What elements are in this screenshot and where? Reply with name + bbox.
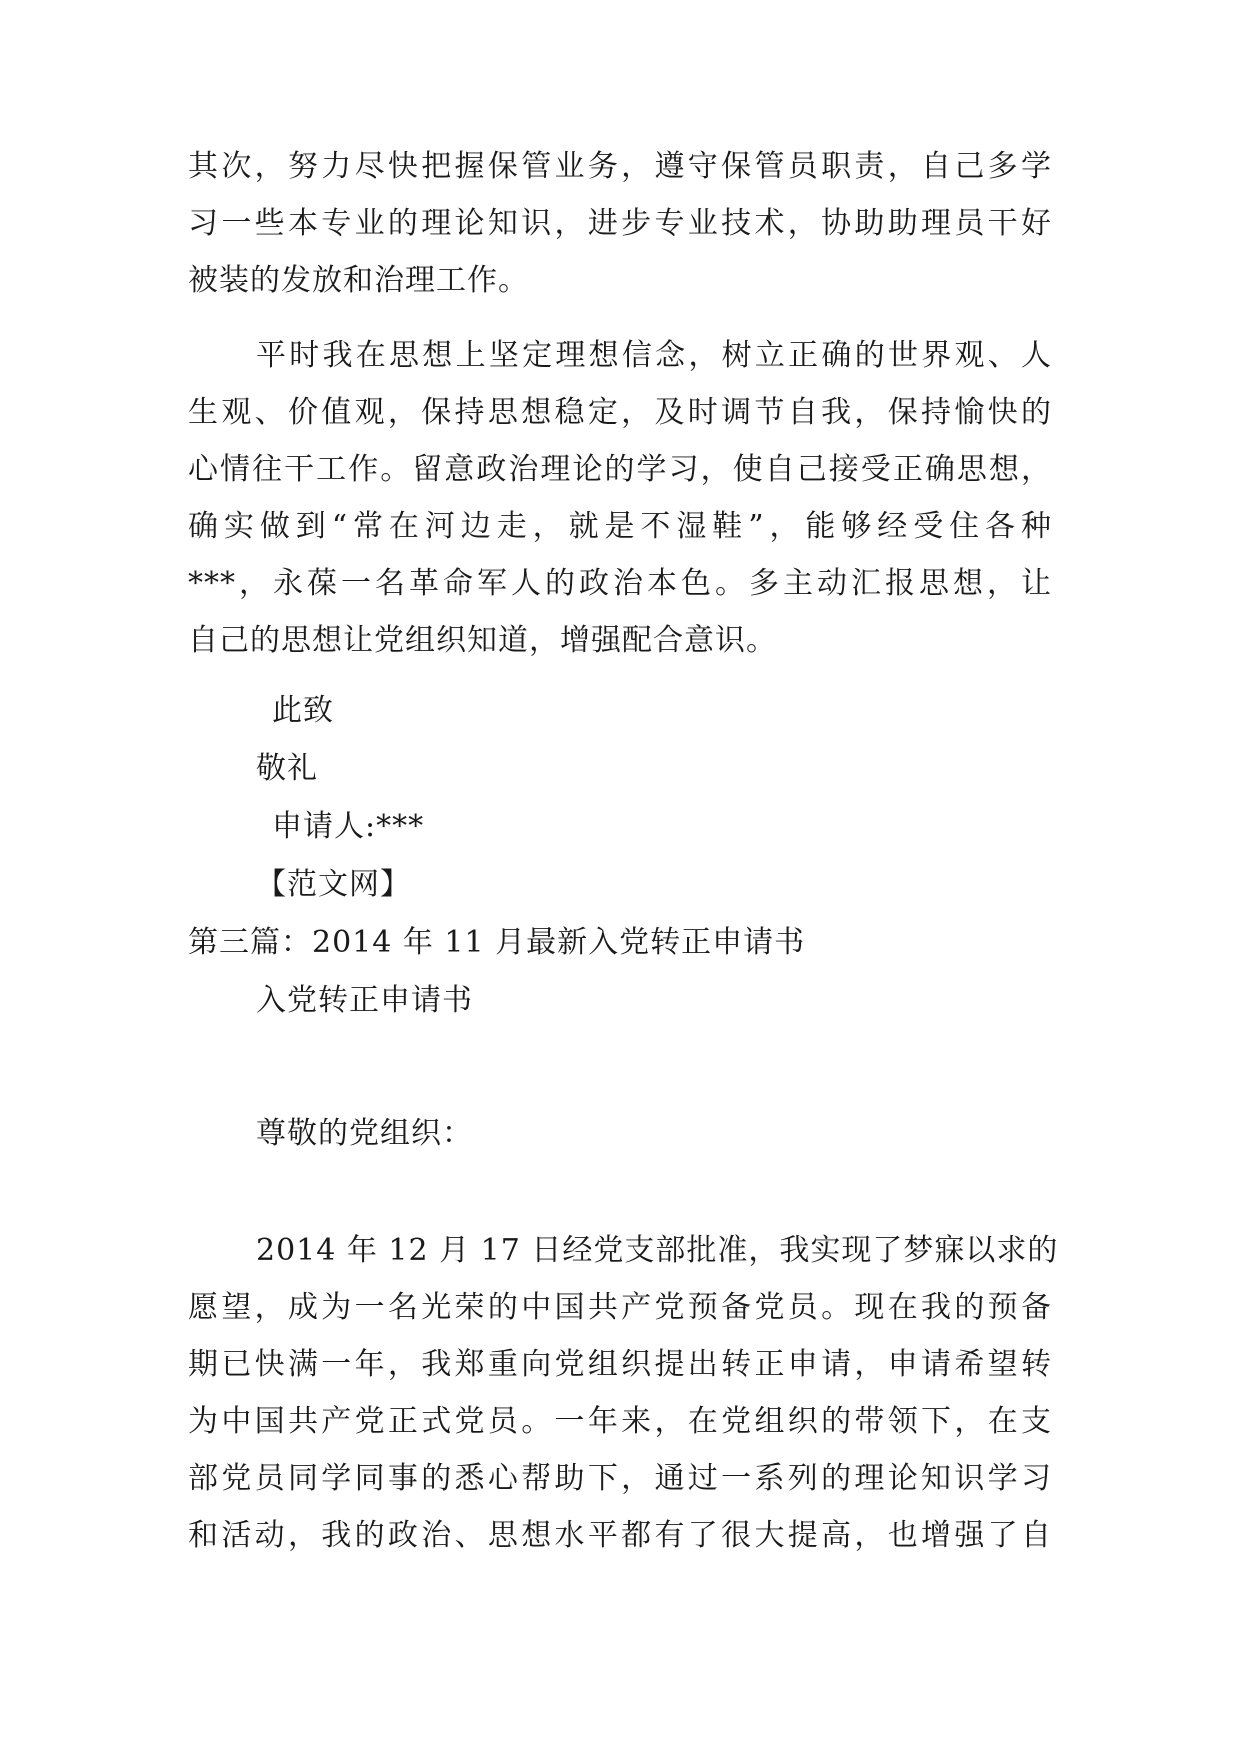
closing-jingli: 敬礼	[256, 751, 318, 786]
para3-line-4: 为中国共产党正式党员。一年来，在党组织的带领下，在支	[188, 1404, 1052, 1439]
para3-line-1: 2014 年 12 月 17 日经党支部批准，我实现了梦寐以求的	[256, 1233, 1059, 1268]
para1-line-3: 被装的发放和治理工作。	[188, 263, 529, 298]
para3-line-3: 期已快满一年，我郑重向党组织提出转正申请，申请希望转	[188, 1347, 1052, 1382]
para1-line-1: 其次，努力尽快把握保管业务，遵守保管员职责，自己多学	[188, 149, 1052, 184]
closing-source: 【范文网】	[256, 867, 411, 902]
para1-line-2: 习一些本专业的理论知识，进步专业技术，协助助理员干好	[188, 206, 1052, 241]
para2-line-1: 平时我在思想上坚定理想信念，树立正确的世界观、人	[256, 338, 1052, 373]
para2-line-6: 自己的思想让党组织知道，增强配合意识。	[188, 623, 777, 658]
para2-line-4: 确实做到“常在河边走，就是不湿鞋”，能够经受住各种	[188, 509, 1052, 544]
para3-line-2: 愿望，成为一名光荣的中国共产党预备党员。现在我的预备	[188, 1290, 1052, 1325]
para3-line-6: 和活动，我的政治、思想水平都有了很大提高，也增强了自	[188, 1518, 1052, 1553]
salutation: 尊敬的党组织：	[256, 1116, 473, 1151]
section-title: 第三篇：2014 年 11 月最新入党转正申请书	[188, 925, 806, 960]
doc-title: 入党转正申请书	[256, 983, 473, 1018]
para2-line-2: 生观、价值观，保持思想稳定，及时调节自我，保持愉快的	[188, 395, 1052, 430]
para2-line-5: ***，永葆一名革命军人的政治本色。多主动汇报思想，让	[188, 566, 1052, 601]
closing-applicant: 申请人:***	[272, 809, 425, 844]
para3-line-5: 部党员同学同事的悉心帮助下，通过一系列的理论知识学习	[188, 1461, 1052, 1496]
closing-cizhi: 此致	[272, 693, 334, 728]
para2-line-3: 心情往干工作。留意政治理论的学习，使自己接受正确思想，	[188, 452, 1052, 487]
